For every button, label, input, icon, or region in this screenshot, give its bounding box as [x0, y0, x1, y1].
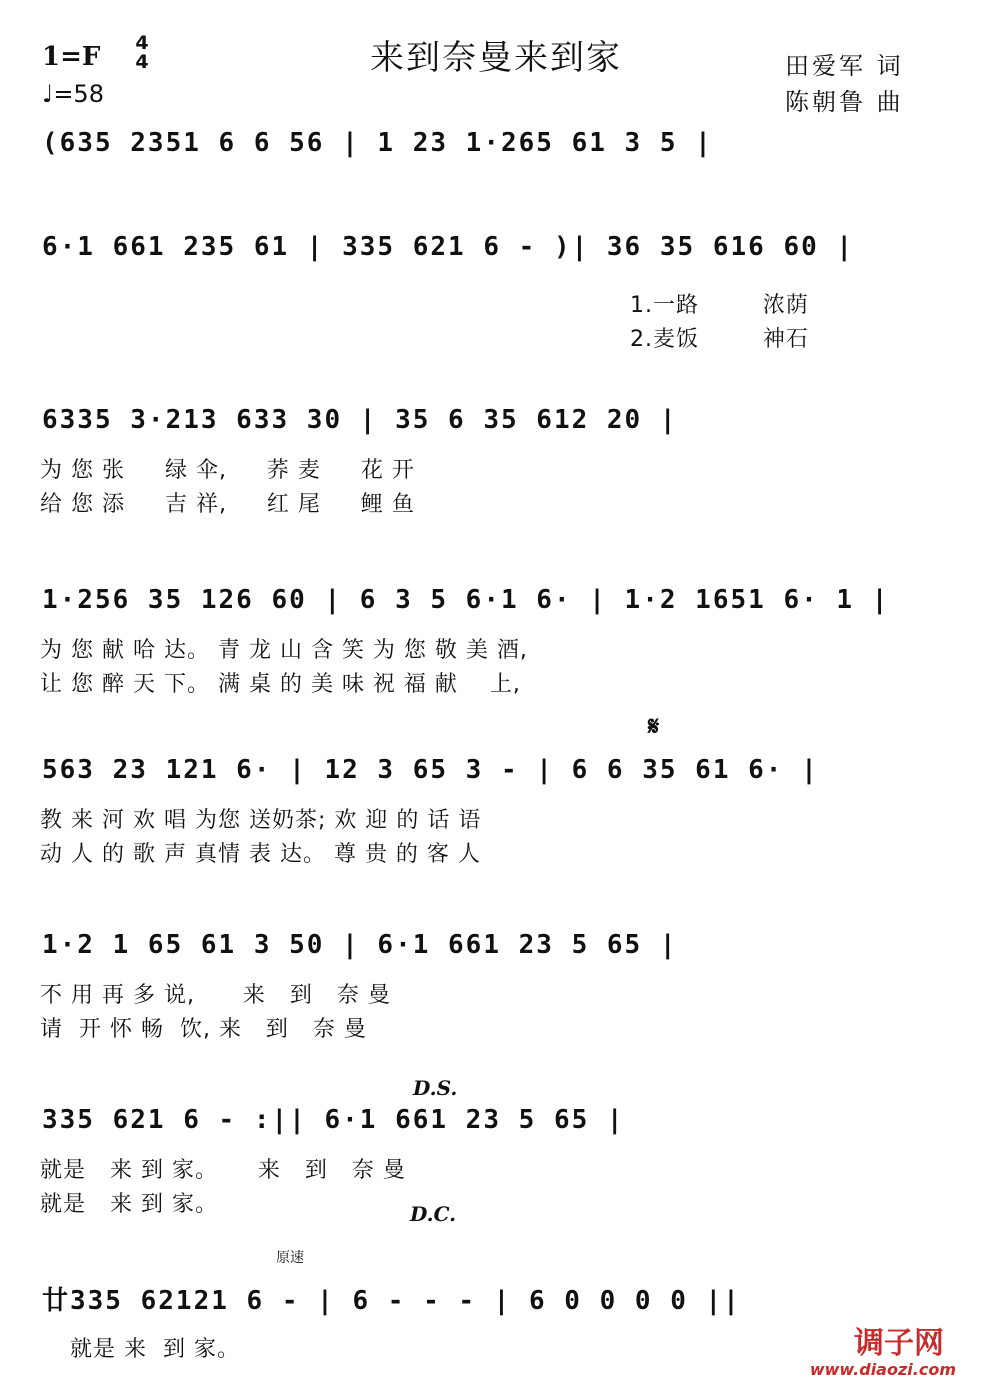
lyric-line-verse-1: 1.一路 浓荫 — [630, 293, 809, 318]
notation-line: 廿335 62121 6 - | 6 - - - | 6 0 0 0 0 || — [42, 1286, 741, 1316]
lyric-line-verse-2: 给 您 添 吉 祥, 红 尾 鲤 鱼 — [40, 492, 415, 517]
composer-credit: 陈朝鲁 曲 — [785, 88, 904, 116]
lyric-line-verse-2: 让 您 醉 天 下。 满 桌 的 美 味 祝 福 献 上, — [40, 672, 521, 697]
key-signature: 1=F — [42, 42, 101, 72]
notation-line: 6335 3·213 633 30 | 35 6 35 612 20 | — [42, 405, 678, 435]
lyric-line-verse-2: 请 开 怀 畅 饮, 来 到 奈 曼 — [40, 1017, 367, 1042]
ds-marking: D.S. — [413, 1076, 458, 1100]
song-title: 来到奈曼来到家 — [370, 38, 622, 78]
lyric-line-verse-1: 就是 来 到 家。 — [70, 1337, 240, 1362]
watermark-url: www.diaozi.com — [809, 1360, 956, 1379]
lyric-line-verse-1: 不 用 再 多 说, 来 到 奈 曼 — [40, 983, 391, 1008]
notation-line: 1·256 35 126 60 | 6 3 5 6·1 6· | 1·2 1651 6· 1 | — [42, 585, 890, 615]
notation-line: 335 621 6 - :|| 6·1 661 23 5 65 | — [42, 1105, 625, 1135]
tempo-marking: ♩=58 — [42, 80, 104, 108]
lyric-line-verse-1: 为 您 献 哈 达。 青 龙 山 含 笑 为 您 敬 美 酒, — [40, 638, 528, 663]
lyric-line-verse-1: 教 来 河 欢 唱 为您 送奶茶; 欢 迎 的 话 语 — [40, 808, 482, 833]
notation-line: 1·2 1 65 61 3 50 | 6·1 661 23 5 65 | — [42, 930, 678, 960]
time-signature — [132, 34, 152, 72]
lyric-line-verse-1: 就是 来 到 家。 来 到 奈 曼 — [40, 1158, 406, 1183]
lyric-line-verse-2: 2.麦饭 神石 — [630, 327, 809, 352]
notation-line: 6·1 661 235 61 | 335 621 6 - )| 36 35 616 60 | — [42, 232, 855, 262]
notation-line: 563 23 121 6· | 12 3 65 3 - | 6 6 35 61 6· | — [42, 755, 819, 785]
lyric-line-verse-2: 就是 来 到 家。 — [40, 1192, 218, 1217]
dc-marking: D.C. — [410, 1202, 457, 1226]
watermark-brand: 调子网 — [854, 1326, 944, 1361]
lyricist-credit: 田爱军 词 — [785, 52, 904, 80]
notation-line: (635 2351 6 6 56 | 1 23 1·265 61 3 5 | — [42, 128, 713, 158]
time-signature-bottom: 4 — [135, 51, 149, 73]
lyric-line-verse-1: 为 您 张 绿 伞, 荞 麦 花 开 — [40, 458, 415, 483]
lyric-line-verse-2: 动 人 的 歌 声 真情 表 达。 尊 贵 的 客 人 — [40, 842, 481, 867]
time-signature-top: 4 — [135, 32, 149, 54]
segno-sign: 𝄋 — [648, 712, 660, 742]
tempo-resume-marking: 原速 — [276, 1250, 304, 1266]
